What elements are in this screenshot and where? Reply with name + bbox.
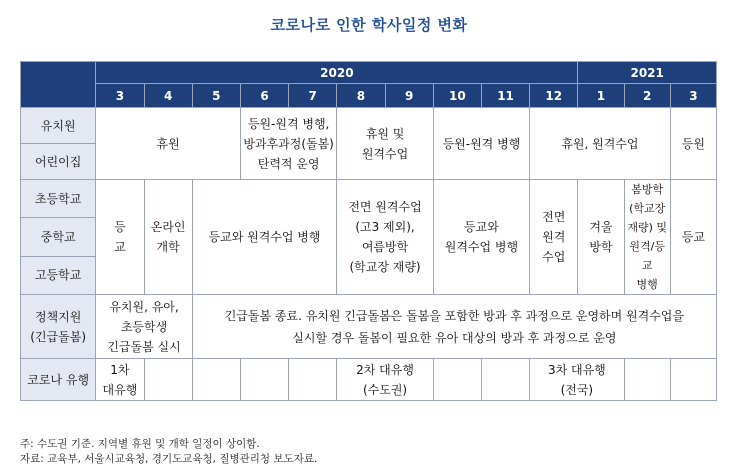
policy-mar-apr-line: 긴급돌봄 실시 [107,339,181,354]
month-cell: 1 [578,84,624,108]
school-mar-2021-cell: 등교 [670,180,716,295]
policy-rest-cell [192,295,716,359]
month-cell: 2 [624,84,670,108]
schedule-table [20,61,717,401]
school-mar-line: 교 [114,240,126,254]
school-dec-line: 전면 [542,210,566,224]
year-2021: 2021 [578,62,717,84]
month-cell: 10 [433,84,481,108]
source-note: 자료: 교육부, 서울시교육청, 경기도교육청, 질병관리청 보도자료. [20,453,318,465]
wave-first-line: 1차 [110,362,130,377]
wave-second-line: (수도권) [362,382,408,397]
school-aug-sep-line: (학교장 재량) [349,260,421,274]
month-cell: 3 [96,84,144,108]
school-dec-line: 원격 [542,230,566,244]
school-jan-line: 겨울 [589,220,613,234]
row-label-policy [21,295,96,359]
row-label-wave: 코로나 유행 [21,359,96,401]
school-apr-cell [144,180,192,295]
row-label-middle: 중학교 [21,218,96,256]
preschool-jun-jul-line: 등원-원격 병행, [247,116,330,131]
school-may-jul-cell: 등교와 원격수업 병행 [192,180,337,295]
wave-third-cell [530,359,624,401]
school-aug-sep-line: (고3 제외), [355,220,415,234]
month-cell: 7 [289,84,337,108]
wave-first-line: 대유행 [102,382,138,397]
footnote: 주: 수도권 기준. 지역별 휴원 및 개학 일정이 상이함. [20,438,260,450]
row-kindergarten [21,108,717,144]
school-oct-nov-line: 등교와 [464,220,499,234]
preschool-aug-sep-cell [337,108,433,180]
wave-empty-cell [481,359,529,401]
row-label-policy-line: 정책지원 [34,309,82,324]
preschool-jun-jul-line: 탄력적 운영 [257,156,320,171]
school-feb-line: 병행 [636,278,658,291]
school-mar-line: 등 [114,220,126,234]
wave-empty-cell [289,359,337,401]
school-oct-nov-cell [433,180,529,295]
school-dec-line: 수업 [542,250,566,264]
school-feb-line: 원격/등교 [629,240,665,272]
row-label-kindergarten: 유치원 [21,108,96,144]
school-feb-cell [624,180,670,295]
school-aug-sep-line: 전면 원격수업 [348,200,422,214]
wave-empty-cell [144,359,192,401]
year-2020: 2020 [96,62,578,84]
preschool-aug-sep-line: 휴원 및 [365,126,405,141]
wave-empty-cell [670,359,716,401]
wave-empty-cell [433,359,481,401]
month-cell: 5 [192,84,240,108]
wave-empty-cell [192,359,240,401]
policy-mar-apr-line: 유치원, 유아, [109,299,179,314]
school-apr-line: 개학 [156,240,180,254]
wave-second-cell [337,359,433,401]
wave-third-line: 3차 대유행 [547,362,606,377]
wave-empty-cell [624,359,670,401]
row-policy [21,295,717,359]
school-mar-cell [96,180,144,295]
month-cell: 4 [144,84,192,108]
wave-second-line: 2차 대유행 [356,362,414,377]
school-oct-nov-line: 원격수업 병행 [444,240,519,254]
policy-rest-line: 실시할 경우 돌봄이 필요한 유아 대상의 방과 후 과정으로 운영 [292,330,617,345]
policy-rest-line: 긴급돌봄 종료. 유치원 긴급돌봄은 돌봄을 포함한 방과 후 과정으로 운영하며 원격수업을 [224,308,684,323]
year-header-row [21,62,717,84]
school-jan-cell [578,180,624,295]
month-cell: 3 [670,84,716,108]
wave-first-cell [96,359,144,401]
header-corner [21,62,96,108]
row-label-elementary: 초등학교 [21,180,96,218]
row-label-high: 고등학교 [21,256,96,294]
school-feb-line: 봄방학 [631,183,664,196]
school-aug-sep-cell [337,180,433,295]
month-cell: 9 [385,84,433,108]
school-feb-line: 재량) 및 [627,221,667,234]
wave-third-line: (전국) [560,382,594,397]
school-apr-line: 온라인 [150,220,186,234]
row-elementary [21,180,717,218]
preschool-closure-cell: 휴원 [96,108,241,180]
preschool-mar-cell: 등원 [670,108,716,180]
school-feb-line: (학교장 [629,202,666,215]
month-cell: 11 [481,84,529,108]
policy-mar-apr-line: 초등학생 [120,319,168,334]
month-header-row [21,84,717,108]
page-title: 코로나로 인한 학사일정 변화 [270,16,468,34]
month-cell: 8 [337,84,385,108]
month-cell: 12 [530,84,578,108]
preschool-jun-jul-line: 방과후과정(돌봄) [243,136,334,151]
school-dec-cell [530,180,578,295]
preschool-jun-jul-cell [240,108,336,180]
row-label-daycare: 어린이집 [21,144,96,180]
school-aug-sep-line: 여름방학 [361,240,409,254]
policy-mar-apr-cell [96,295,192,359]
preschool-oct-nov-cell: 등원-원격 병행 [433,108,529,180]
row-label-policy-line: (긴급돌봄) [30,329,87,344]
preschool-dec-feb-cell: 휴원, 원격수업 [530,108,671,180]
wave-empty-cell [240,359,288,401]
month-cell: 6 [240,84,288,108]
row-wave [21,359,717,401]
school-jan-line: 방학 [589,240,613,254]
preschool-aug-sep-line: 원격수업 [361,146,409,161]
